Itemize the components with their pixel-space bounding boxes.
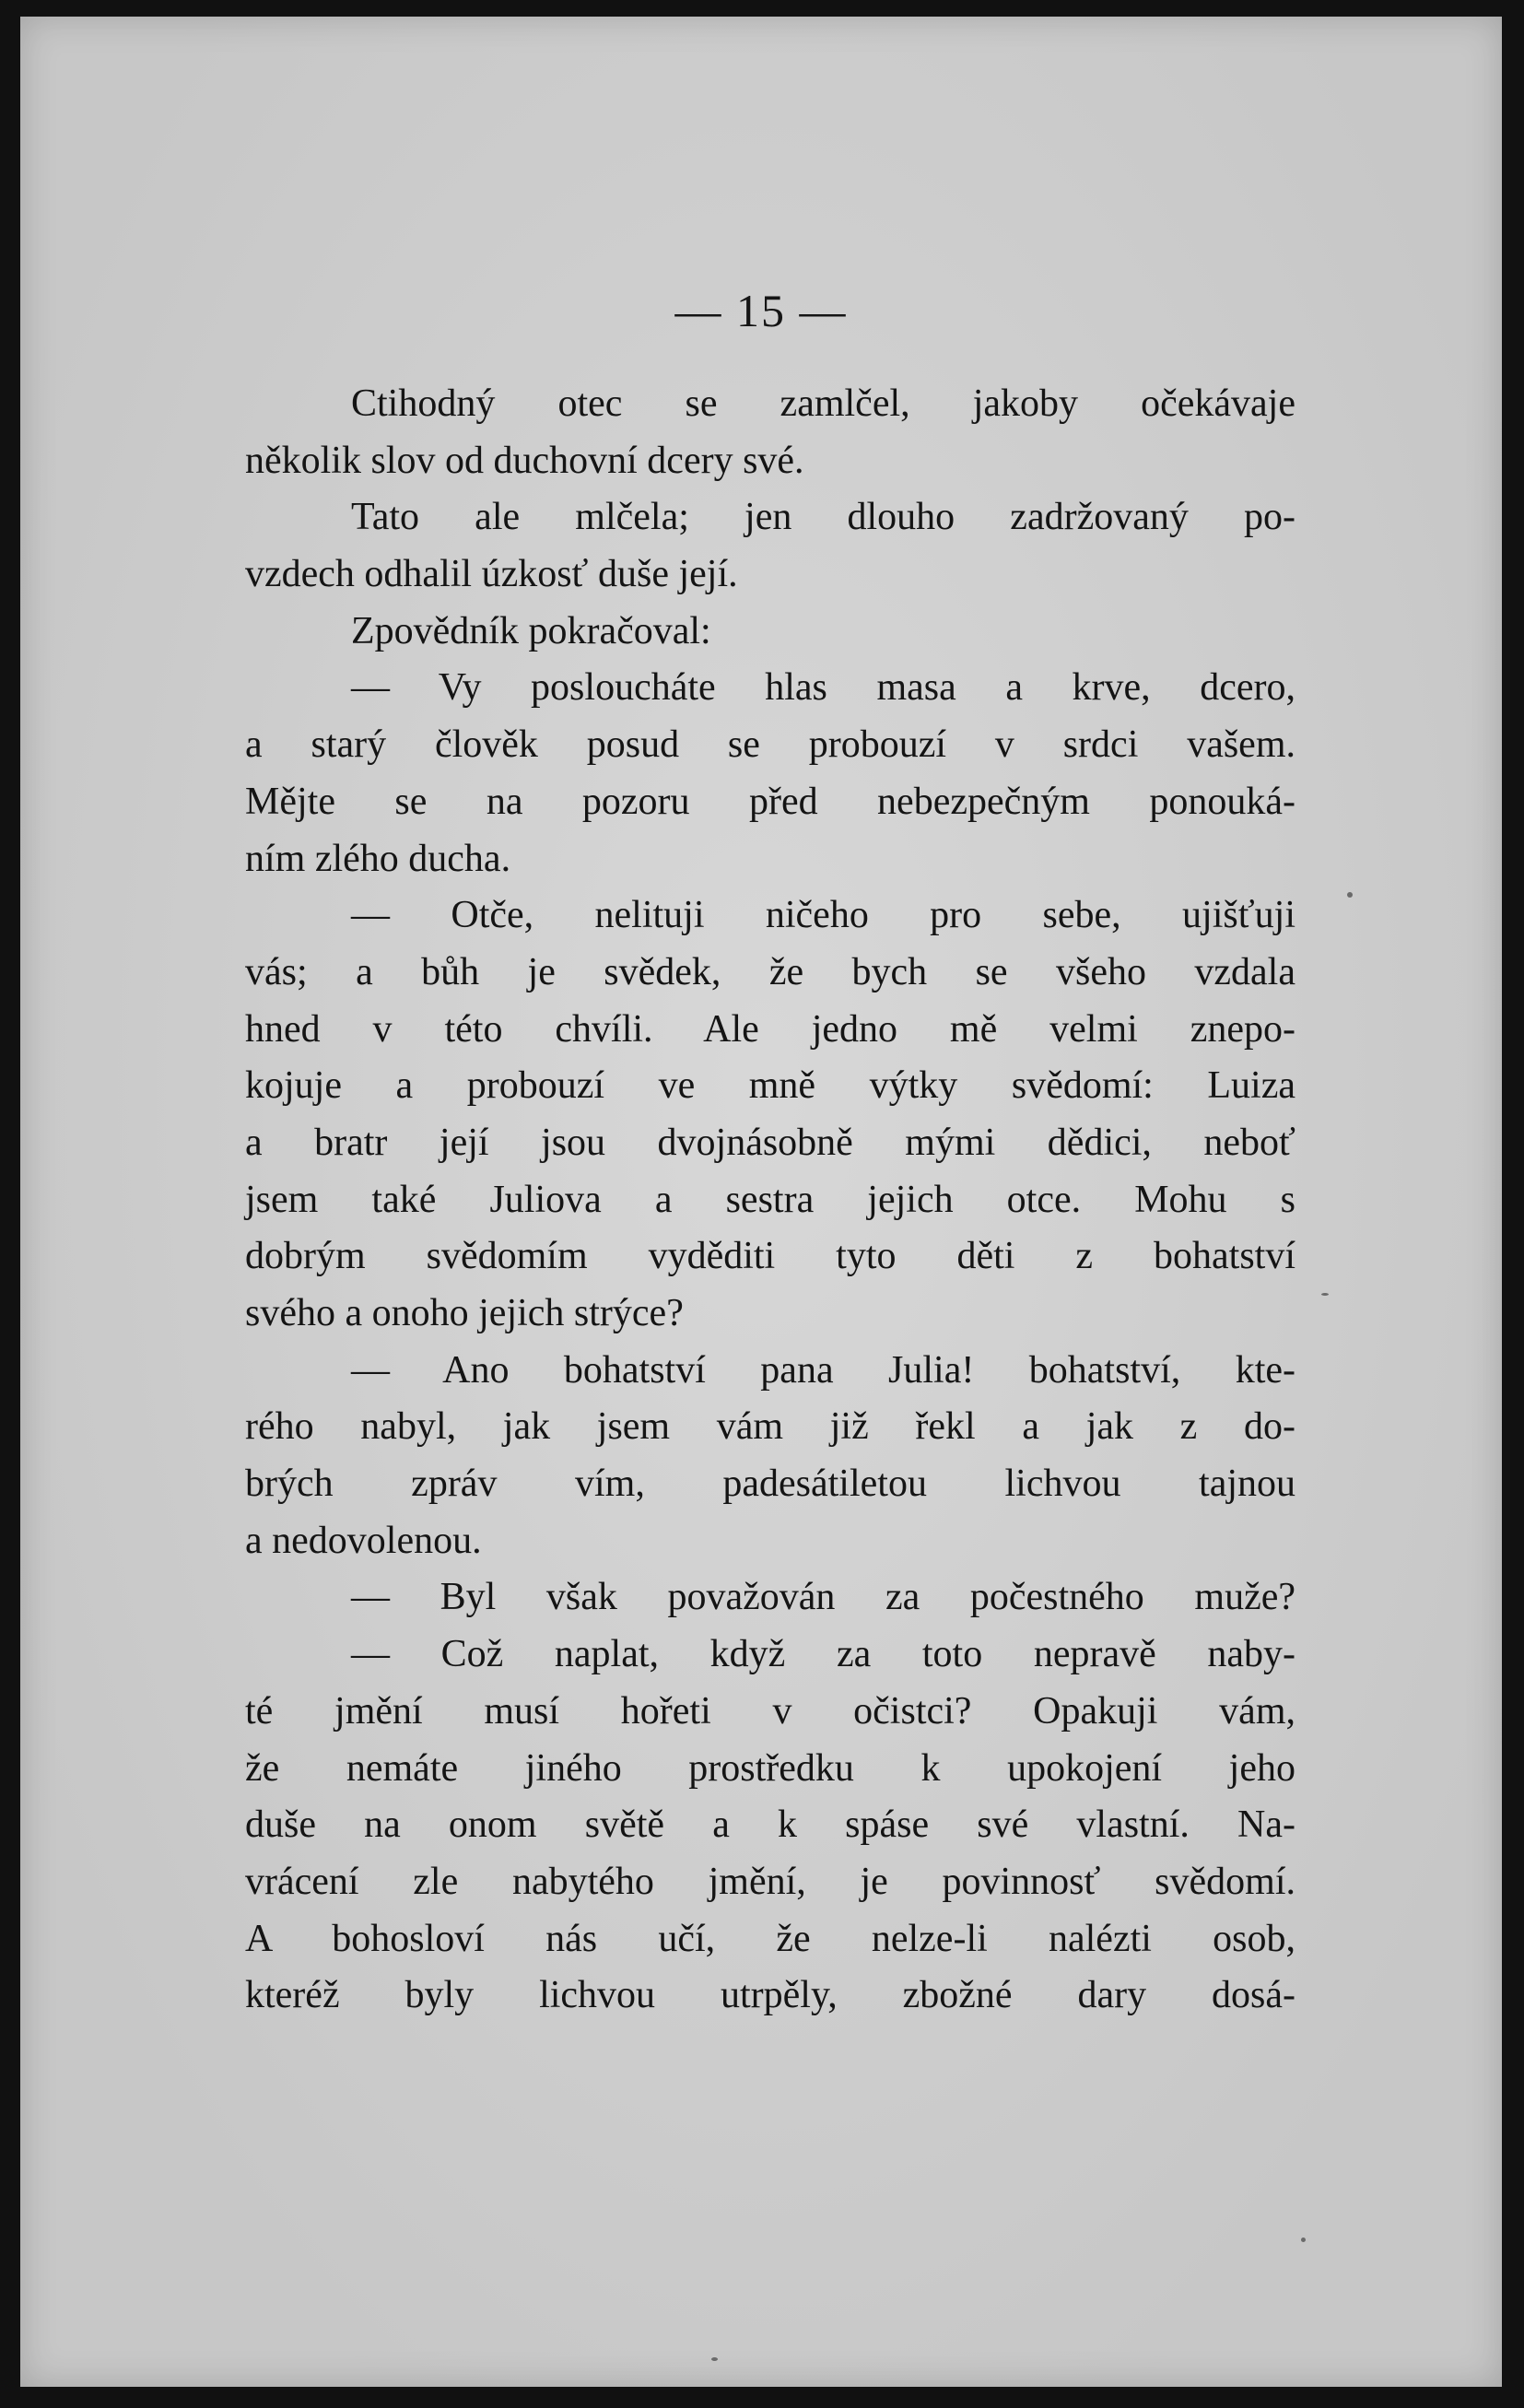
text-line: duše na onom světě a k spáse své vlastní. Na- xyxy=(245,1803,1295,1847)
text-line: — Otče, nelituji ničeho pro sebe, ujišťuji xyxy=(351,894,1295,937)
body-text xyxy=(245,376,1295,2025)
text-line: vrácení zle nabytého jmění, je povinnosť svědomí. xyxy=(245,1860,1295,1903)
text-line: ním zlého ducha. xyxy=(245,837,511,880)
text-line: — Což naplat, když za toto nepravě naby- xyxy=(351,1633,1295,1676)
text-line: a nedovolenou. xyxy=(245,1519,482,1562)
text-line: několik slov od duchovní dcery své. xyxy=(245,439,804,482)
text-line: Tato ale mlčela; jen dlouho zadržovaný po- xyxy=(351,496,1295,539)
text-line: té jmění musí hořeti v očistci? Opakuji vám, xyxy=(245,1689,1295,1733)
text-line: jsem také Juliova a sestra jejich otce. Mohu s xyxy=(245,1178,1295,1221)
text-line: Ctihodný otec se zamlčel, jakoby očekávaje xyxy=(351,382,1295,425)
paper-speck xyxy=(1301,2238,1306,2242)
text-line: — Ano bohatství pana Julia! bohatství, kte- xyxy=(351,1348,1295,1392)
text-line: Zpovědník pokračoval: xyxy=(351,609,711,652)
text-line: kojuje a probouzí ve mně výtky svědomí: Luiza xyxy=(245,1064,1295,1108)
paper-speck xyxy=(711,2357,718,2361)
text-line: svého a onoho jejich strýce? xyxy=(245,1292,684,1334)
text-line: vzdech odhalil úzkosť duše její. xyxy=(245,553,738,596)
text-line: dobrým svědomím vyděditi tyto děti z bohatství xyxy=(245,1235,1295,1278)
paper-speck xyxy=(1347,892,1353,898)
text-line: že nemáte jiného prostředku k upokojení jeho xyxy=(245,1746,1295,1790)
book-page xyxy=(20,17,1502,2387)
text-line: kteréž byly lichvou utrpěly, zbožné dary dosá- xyxy=(245,1974,1295,2017)
text-line: vás; a bůh je svědek, že bych se všeho vzdala xyxy=(245,950,1295,993)
paper-speck xyxy=(1321,1293,1329,1296)
text-line: A bohosloví nás učí, že nelze-li nalézti osob, xyxy=(245,1917,1295,1960)
text-line: brých zpráv vím, padesátiletou lichvou tajnou xyxy=(245,1462,1295,1506)
page-number: — 15 — xyxy=(674,285,848,336)
text-line: rého nabyl, jak jsem vám již řekl a jak z do- xyxy=(245,1405,1295,1449)
text-line: — Vy posloucháte hlas masa a krve, dcero, xyxy=(351,666,1295,710)
text-line: a bratr její jsou dvojnásobně mými dědici, neboť xyxy=(245,1121,1295,1164)
text-line: hned v této chvíli. Ale jedno mě velmi znepo- xyxy=(245,1007,1295,1051)
text-line: Mějte se na pozoru před nebezpečným ponouká- xyxy=(245,780,1295,823)
text-line: — Byl však považován za počestného muže? xyxy=(351,1576,1295,1619)
text-line: a starý člověk posud se probouzí v srdci vašem. xyxy=(245,723,1295,767)
